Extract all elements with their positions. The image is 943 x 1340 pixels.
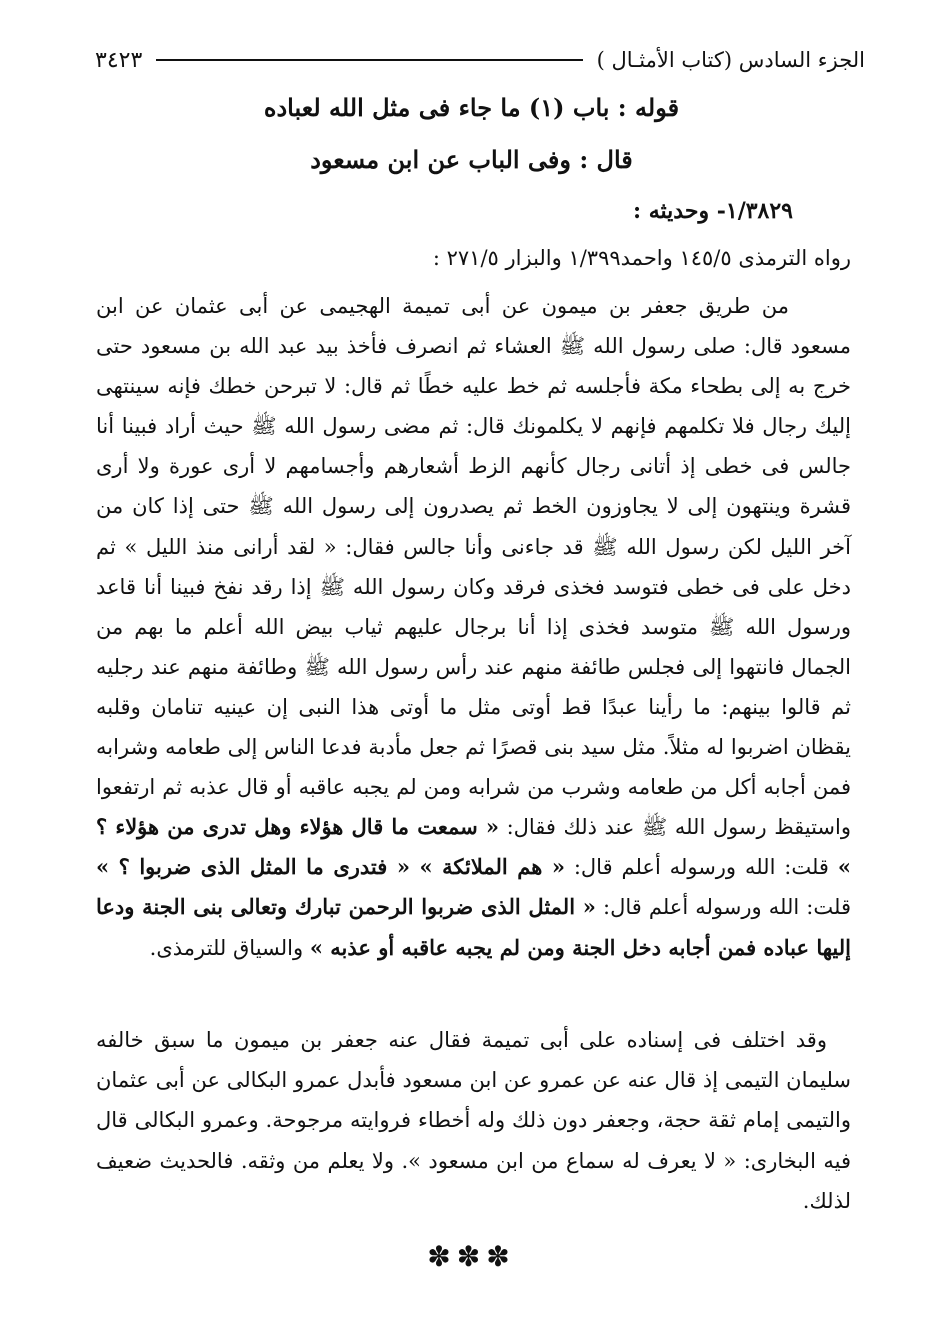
chapter-subheading: قال : وفى الباب عن ابن مسعود: [310, 145, 633, 174]
hadith-connector-1: قلت: الله ورسوله أعلم قال:: [564, 855, 838, 880]
hadith-text: [96, 286, 851, 968]
hadith-body: من طريق جعفر بن ميمون عن أبى تميمة الهجيمى عن أبى عثمان عن ابن مسعود قال: صلى رسول الله ﷺ العشاء ثم انصرف فأخذ بيد عبد الله بن مسعود حتى خرج به إلى بطحاء مكة فأجلسه ثم خط عليه خطًا ثم قال: لا تبرحن خطك فإنه سينتهى إليك رجال فلا تكلمهم فإنهم لا يكلمونك قال: ثم مضى رسول الله ﷺ حيث أراد فبينا أنا جالس فى خطى إذ أتانى رجال كأنهم الزط أشعارهم وأجسامهم لا أرى عورة ولا أرى قشرة وينتهون إلى لا يجاوزون الخط ثم يصدرون إلى رسول الله ﷺ حتى إذا كان من آخر الليل لكن رسول الله ﷺ قد جاءنى وأنا جالس فقال: « لقد أرانى منذ الليل » ثم دخل على فى خطى فتوسد فخذى فرقد وكان رسول الله ﷺ إذا رقد نفخ فبينا أنا قاعد ورسول الله ﷺ متوسد فخذى إذا أنا برجال عليهم ثياب بيض الله أعلم ما بهم من الجمال فانتهوا إلى فجلس طائفة منهم عند رأس رسول الله ﷺ وطائفة منهم عند رجليه ثم قالوا بينهم: ما رأينا عبدًا قط أوتى مثل ما أوتى هذا النبى إن عينيه تنامان وقلبه يقظان اضربوا له مثلاً. مثل سيد بنى قصرًا ثم جعل مأدبة فدعا الناس إلى طعامه وشرابه فمن أجابه أكل من طعامه وشرب من شرابه ومن لم يجبه عاقبه أو قال عذبه ثم ارتفعوا واستيقظ رسول الله ﷺ عند ذلك فقال:: [96, 294, 851, 840]
hadith-source-note: والسياق للترمذى.: [149, 935, 310, 960]
hadith-quote-3: « المثل الذى ضربوا الرحمن تبارك وتعالى بنى الجنة ودعا إليها عباده فمن أجابه دخل الجنة ومن لم يجبه عاقبه أو عذبه »: [96, 894, 851, 960]
page-number: ٣٤٢٣: [95, 47, 143, 73]
chapter-heading: قوله : باب (١) ما جاء فى مثل الله لعباده: [263, 93, 680, 122]
hadith-number: ١/٣٨٢٩- وحديثه :: [632, 198, 793, 224]
running-header: [95, 40, 865, 80]
narration-reference: رواه الترمذى ١٤٥/٥ واحمد١/٣٩٩ والبزار ٢٧١/٥ :: [432, 246, 851, 270]
hadith-quote-1: « سمعت ما قال هؤلاء وهل تدرى من هؤلاء ؟ »: [96, 814, 851, 880]
hadith-indent: [789, 294, 851, 318]
commentary-text: وقد اختلف فى إسناده على أبى تميمة فقال عنه جعفر بن ميمون ما سبق خالفه سليمان التيمى إذ قال عنه عن عمرو عن ابن مسعود فأبدل عمرو البكالى عن أبى عثمان والتيمى إمام ثقة حجة، وجعفر دون ذلك وله أخطاء فروايته مرجوحة. وعمرو البكالى قال فيه البخارى: « لا يعرف له سماع من ابن مسعود ». ولا يعلم من وثقه. فالحديث ضعيف لذلك.: [96, 1028, 851, 1213]
header-rule: [156, 59, 582, 61]
commentary-paragraph: [96, 1020, 851, 1221]
running-title: الجزء السادس (كتاب الأمثـال ): [596, 48, 865, 72]
hadith-connector-2: قلت: الله ورسوله أعلم قال:: [595, 895, 851, 920]
commentary-indent: [827, 1028, 851, 1052]
section-end-ornament: ✽✽✽: [427, 1240, 516, 1273]
hadith-quote-2: « هم الملائكة » « فتدرى ما المثل الذى ضربوا ؟ »: [96, 854, 565, 880]
